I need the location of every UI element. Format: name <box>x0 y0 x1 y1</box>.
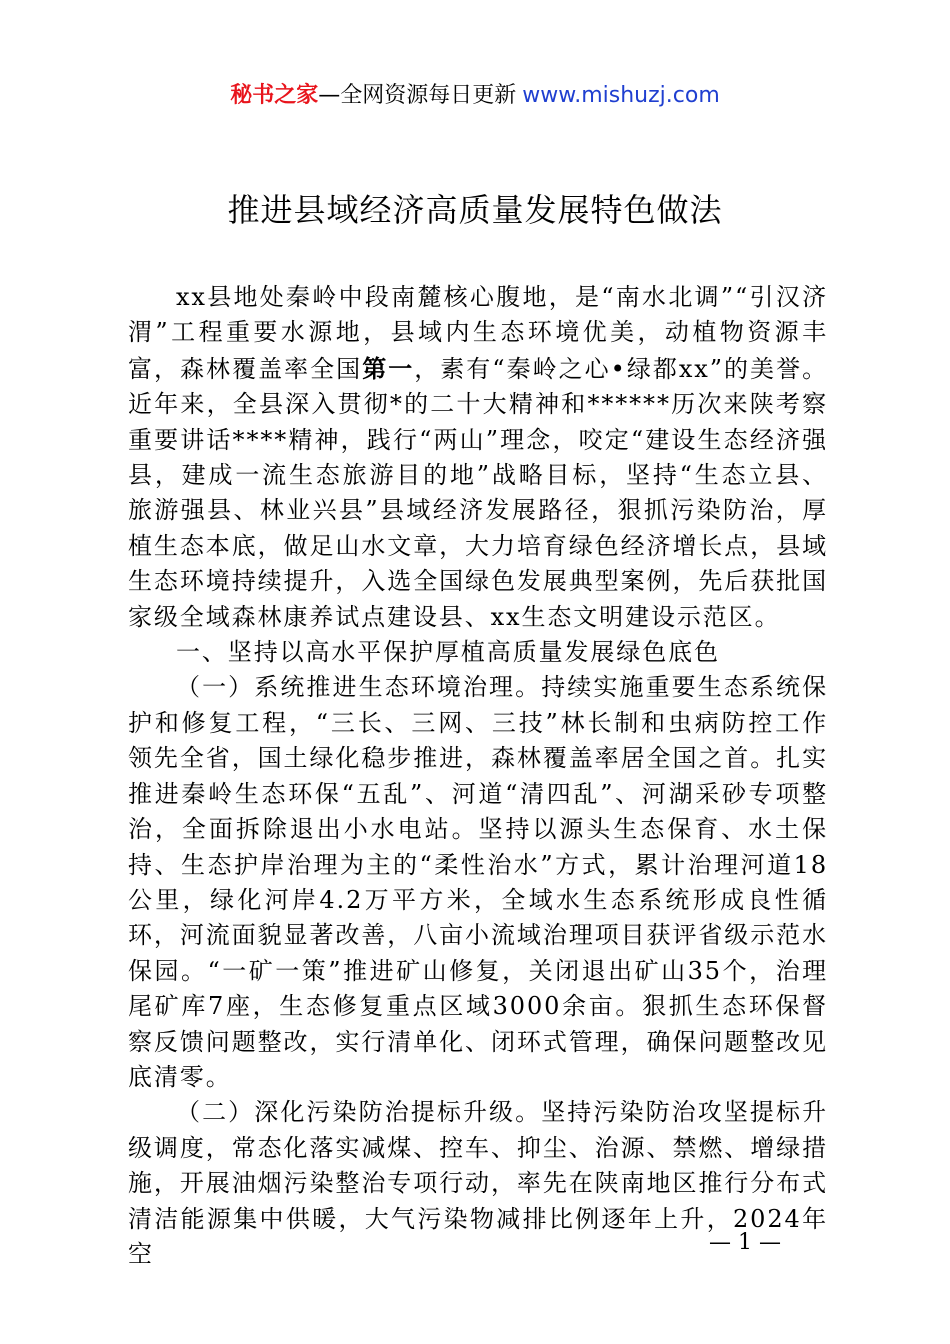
site-brand: 秘书之家 <box>230 83 319 108</box>
section-heading-1: 一、坚持以高水平保护厚植高质量发展绿色底色 <box>176 638 720 667</box>
subsection-paragraph-2: （二）深化污染防治提标升级。坚持污染防治攻坚提标升级调度，常态化落实减煤、控车、抑尘、治源、禁燃、增绿措施，开展油烟污染整治专项行动，率先在陕南地区推行分布式清洁能源集中供暖，大气污染物减排比例逐年上升，2024年空 <box>128 1098 828 1268</box>
emphasis-text: 第一 <box>362 353 415 383</box>
document-title: 推进县域经济高质量发展特色做法 <box>227 191 723 229</box>
intro-paragraph: xx县地处秦岭中段南麓核心腹地，是“南水北调”“引汉济渭”工程重要水源地，县域内生态环境优美，动植物资源丰富，森林覆盖率全国第一，素有“秦岭之心•绿都xx”的美誉。近年来，全县深入贯彻*的二十大精神和******历次来陕考察重要讲话****精神，践行“两山”理念，咬定“建设生态经济强县，建成一流生态旅游目的地”战略目标，坚持“生态立县、旅游强县、林业兴县”县域经济发展路径，狠抓污染防治，厚植生态本底，做足山水文章，大力培育绿色经济增长点，县域生态环境持续提升，入选全国绿色发展典型案例，先后获批国家级全域森林康养试点建设县、xx生态文明建设示范区。 <box>128 283 828 631</box>
subsection-paragraph-1: （一）系统推进生态环境治理。持续实施重要生态系统保护和修复工程，“三长、三网、三技”林长制和虫病防控工作领先全省，国土绿化稳步推进，森林覆盖率居全国之首。扎实推进秦岭生态环保“五乱”、河道“清四乱”、河湖采砂专项整治，全面拆除退出小水电站。坚持以源头生态保育、水土保持、生态护岸治理为主的“柔性治水”方式，累计治理河道18公里，绿化河岸4.2万平方米，全域水生态系统形成良性循环，河流面貌显著改善，八亩小流域治理项目获评省级示范水保园。“一矿一策”推进矿山修复，关闭退出矿山35个，治理尾矿库7座，生态修复重点区域3000余亩。狠抓生态环保督察反馈问题整改，实行清单化、闭环式管理，确保问题整改见底清零。 <box>128 673 828 1091</box>
site-url-link[interactable]: www.mishuzj.com <box>522 83 720 108</box>
page-number: — 1 — <box>709 1230 781 1255</box>
document-body <box>128 280 828 1272</box>
site-slogan: —全网资源每日更新 <box>318 83 517 108</box>
site-header <box>0 80 950 112</box>
